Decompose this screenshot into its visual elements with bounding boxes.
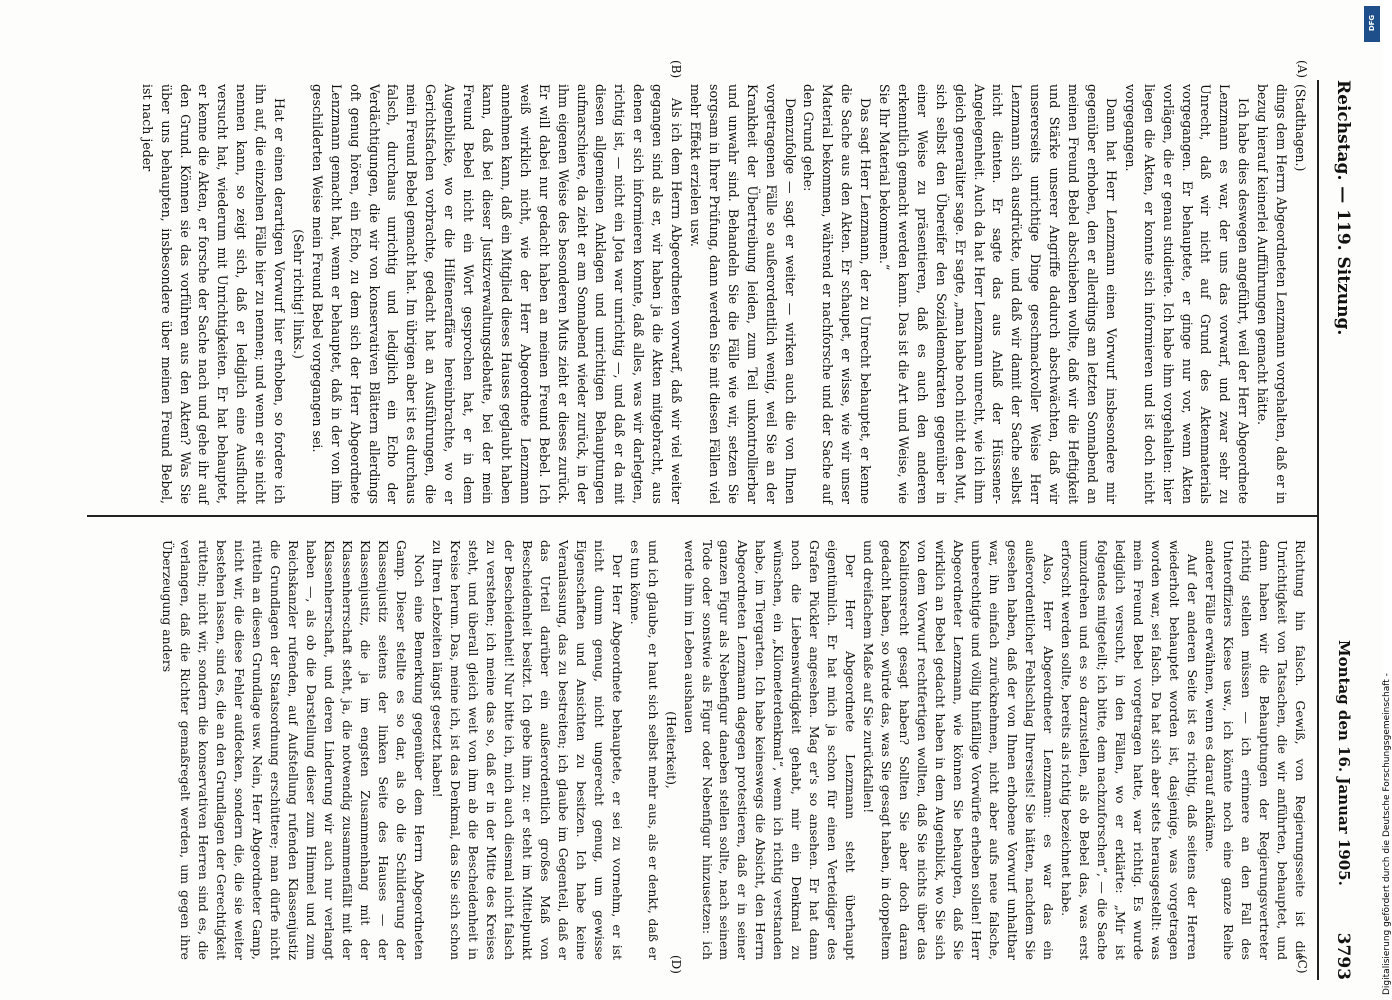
paragraph: und ich glaube, er haut sich selbst mehr aus, als er denkt, daß er es tun könne. xyxy=(627,540,661,960)
paragraph: Also, Herr Abgeordneter Lenzmann: es war das ein außerordentlicher Fehlschlag Ihrerseits! Sie hätten, nachdem Sie gesehen haben, daß der von Ihnen erhobene Vorwurf unhaltbar war, ihn einfach zurücknehmen, nicht aber aufs neue falsche, unberechtigte und völlig hinfällige Vorwürfe erheben sollen! Herr Abgeordneter Lenzmann, wie können Sie behaupten, daß Sie wirklich an Bebel gedacht haben in dem Augenblick, wo Sie sich von dem Vorwurf rechtfertigen wollten, daß Sie nichts über das Koalitionsrecht gesagt haben? Sollten Sie aber doch daran gedacht haben, so würde das, was Sie gesagt haben, in doppeltem und dreifachem Maße auf Sie zurückfallen! xyxy=(861,540,1057,960)
column-divider xyxy=(87,515,1317,517)
margin-mark-a: (A) xyxy=(1295,60,1309,79)
paragraph: Ich habe dies deswegen angeführt, weil der Herr Abgeordnete Lenzmann es war, der uns das vorwarf, und zwar sehr zu Unrecht, daß wir nicht auf Grund des Aktenmaterials vorgegangen. Er behauptete, er ginge nur vor, wenn Akten vorlägen, die er genau studierte. Ich habe ihm vorgehalten: hier liegen die Akten, er konnte sich informieren und ist doch nicht vorgegangen. xyxy=(1122,84,1252,504)
right-column xyxy=(158,540,1309,960)
quoted-paragraph: Demzufolge — sagt er weiter — wirken auch die von Ihnen vorgetragenen Fälle so außerordentlich wenig, weil Sie an der Krankheit der Übertreibung leiden, zum Teil unkontrollierbar und unwahr sind. Behandeln Sie die Fälle wie wir, setzen Sie sorgsam in Ihrer Prüfung, dann werden Sie mit diesen Fällen viel mehr Effekt erzielen usw. xyxy=(688,84,798,504)
page-number: 3793 xyxy=(1333,932,1353,980)
paragraph: Als ich dem Herrn Abgeordneten vorwarf, daß wir viel weiter gegangen sind als er, wir haben ja die Akten mitgebracht, aus denen er sich informieren konnte, daß alles, was wir darlegten, richtig ist, — nicht ein Jota war unrichtig —, und daß er da mit diesen allgemeinen Anklagen und unrichtigen Behauptungen aufmarschiere, da zieht er am Sonnabend wieder zurück, in der ihm eigenen Weise des besonderen Muts zieht er dieses zurück. Er will dabei nur gedacht haben an meinen Freund Bebel. Ich weiß wirklich nicht, wie der Herr Abgeordnete Lenzmann annehmen kann, daß ein Mitglied dieses Hauses geglaubt haben kann, daß bei dieser Justizverwaltungsdebatte, bei der mein Freund Bebel nicht ein Wort gesprochen hat, er in dem Augenblicke, wo er die Hilfeneraffäre hereinbrachte, wo er Gerichtsfachen vorbrachte, gedacht hat an Ausführungen, die mein Freund Bebel gemacht hat. Im übrigen aber ist es durchaus falsch, durchaus unrichtig und lediglich ein Echo der Verdächtigungen, die wir von konservativen Blättern allerdings oft genug hören, ein Echo, zu dem sich der Herr Abgeordnete Lenzmann gemacht hat, wenn er behauptet, daß in der von ihm geschilderten Weise mein Freund Bebel vorgegangen sei. xyxy=(309,84,685,504)
interjection: (Sehr richtig! links.) xyxy=(290,229,306,359)
paragraph: Auf der anderen Seite ist es richtig, daß seitens der Herren wiederholt behauptet worden ist, dasjenige, was vorgetragen worden war, sei falsch. Da hat sich aber stets herausgestellt: was mein Freund Bebel vorgetragen hatte, war richtig. Es wurde lediglich versucht, in den Fällen, wo er erklärte: „Mir ist folgendes mitgeteilt; ich bitte, dem nachzuforschen“, — die Sache umzudrehen und es so darzustellen, als ob Bebel das, was erst erforscht werden sollte, bereits als richtig bezeichnet habe. xyxy=(1059,540,1201,960)
header-left: Reichstag. — 119. Sitzung. xyxy=(1333,80,1353,336)
dfg-logo: DFG xyxy=(1364,6,1380,42)
margin-mark-d: (D) xyxy=(669,955,683,974)
paragraph: Der Herr Abgeordnete Lenzmann steht überhaupt eigentümlich. Er hat mich ja schon für einen Verteidiger des Grafen Pückler angesehen. Mag er's so ansehen. Er hat dann noch die Liebenswürdigkeit gehabt, mir ein Denkmal zu wünschen, ein „Kilometerdenkmal“, wenn ich richtig verstanden habe, im Tiergarten. Ich habe keineswegs die Absicht, den Herrn Abgeordneten Lenzmann dagegen protestieren, daß er in seiner ganzen Figur als Nebenfigur daneben stellen sollte, nach seinem Tode oder sonstwie als Figur oder Nebenfigur hinzusetzen: ich werde ihm im Leben aushauen xyxy=(681,540,859,960)
paragraph: dings dem Herrn Abgeordneten Lenzmann vorgehalten, daß er in bezug hierauf keinerlei Aufführungen gemacht hätte. xyxy=(1255,84,1290,504)
digitization-note: Digitalisierung gefördert durch die Deutsche Forschungsgemeinschaft - xyxy=(1382,673,1392,995)
margin-mark-b: (B) xyxy=(669,60,683,79)
speaker-tag: (Stadthagen.) xyxy=(1293,84,1308,172)
interjection: (Heiterkeit), xyxy=(663,711,679,789)
paragraph: Dann hat Herr Lenzmann einen Vorwurf insbesondere mir gegenüber erhoben, den er allerdings am letzten Sonnabend an meinen Freund Bebel abschieben wollte, daß wir die Heftigkeit und Stärke unserer Angriffe dadurch abschwächten, daß wir unsererseits unrichtige Dinge geschmackvoller Weise Herr Lenzmann sich ausdrückte, und daß wir damit der Sache selbst nicht dienten. Er sagte das aus Anlaß der Hüssener-Angelegenheit. Auch da hat Herr Lenzmann unrecht, wie ich ihm gleich generaliter sage. Er sagte, „man habe noch nicht den Mut, sich selbst den Übereifer den Sozialdemokraten gegenüber in einer Weise zu präsentieren, daß es auch den anderen erkenntlich gemacht werden kann. Das ist die Art und Weise, wie Sie Ihr Material bekommen.“ xyxy=(877,84,1119,504)
paragraph: Richtung hin falsch. Gewiß, von Regierungsseite ist die Unrichtigkeit von Tatsachen, die wir anführten, behauptet, und dann haben wir die Behauptungen der Regierungsvertreter richtig stellen müssen — ich erinnere an den Fall des Unteroffiziers Kiese usw., ich könnte noch eine ganze Reihe anderer Fälle erwähnen, wenn es darauf ankäme. xyxy=(1203,540,1308,960)
page-header xyxy=(1313,80,1353,980)
header-rule xyxy=(1317,80,1319,980)
paragraph: Der Herr Abgeordnete behauptete, er sei zu vornehm, er ist nicht dumm genug, nicht ungerecht genug, um gewisse Eigenschaften und Ansichten zu besitzen. Ich habe keine Veranlassung, das zu bestreiten; ich glaube im Gegenteil, daß er das Urteil darüber ein außerordentlich großes Maß von Bescheidenheit besitzt. Ich gebe ihm zu: er steht im Mittelpunkt der Bescheidenheit! Nur bitte ich, mich auch diesmal nicht falsch zu verstehen; ich meine das so, daß er in der Mitte des Kreises steht, und überall gleich weit von ihm ab die Bescheidenheit in Kreise herum. Das, meine ich, ist das Denkmal, das Sie sich schon zu Ihren Lebzeiten längst gesetzt haben! xyxy=(429,540,625,960)
header-center: Montag den 16. Januar 1905. xyxy=(1335,640,1353,886)
paragraph: Das sagt Herr Lenzmann, der zu Unrecht behauptet, er kenne die Sache aus den Akten. Er schaupet, er wisse, wie wir unser Material bekommen, während er nachforsche und der Sache auf den Grund gehe: xyxy=(801,84,874,504)
paragraph: Hat er einen derartigen Vorwurf hier erhoben, so fordere ich ihn auf, die einzelnen Fälle hier zu nennen; und wenn er sie nicht nennen kann, so zeigt sich, daß er lediglich eine Ausflucht versucht hat, wiederum mit Unrichtigkeiten. Er hat behauptet, er kenne die Akten, er forsche der Sache nach und gehe ihr auf den Grund. Können sie das vorführen aus den Akten? Was Sie über uns behaupten, insbesondere über meinen Freund Bebel, ist nach jeder xyxy=(139,84,288,504)
left-column xyxy=(137,84,1309,504)
margin-mark-c: (C) xyxy=(1295,955,1309,974)
digitization-sidebar xyxy=(1362,0,1392,1000)
paragraph: Noch eine Bemerkung gegenüber dem Herrn Abgeordneten Gamp. Dieser stellte es so dar, als ob die Schilderung der Klassenjustiz seitens der linken Seite des Hauses — der Klassenjustiz, die ja im engsten Zusammenhang mit der Klassenherrschaft steht, ja, die notwendig zusammenfällt mit der Klassenherrschaft, und deren Linderung wir auch nur verlangt haben —, als ob die Darstellung dieser zum Himmel und zum Reichskanzler rufenden, auf Aufstellung rufenden Klassenjustiz die Grundlagen der Staatsordnung erschüttere; man dürfe nicht rütteln an diesen Grundlage usw. Nein, Herr Abgeordneter Gamp, nicht wir, die diese Fehler aufdecken, sondern die, die sie weiter bestehen lassen, sind es, die an den Grundlagen der Gerechtigkeit rütteln; nicht wir, sondern die konservativen Herren sind es, die verlangen, daß die Richter gemaßregelt werden, um gegen ihre Überzeugung anders xyxy=(159,540,427,960)
